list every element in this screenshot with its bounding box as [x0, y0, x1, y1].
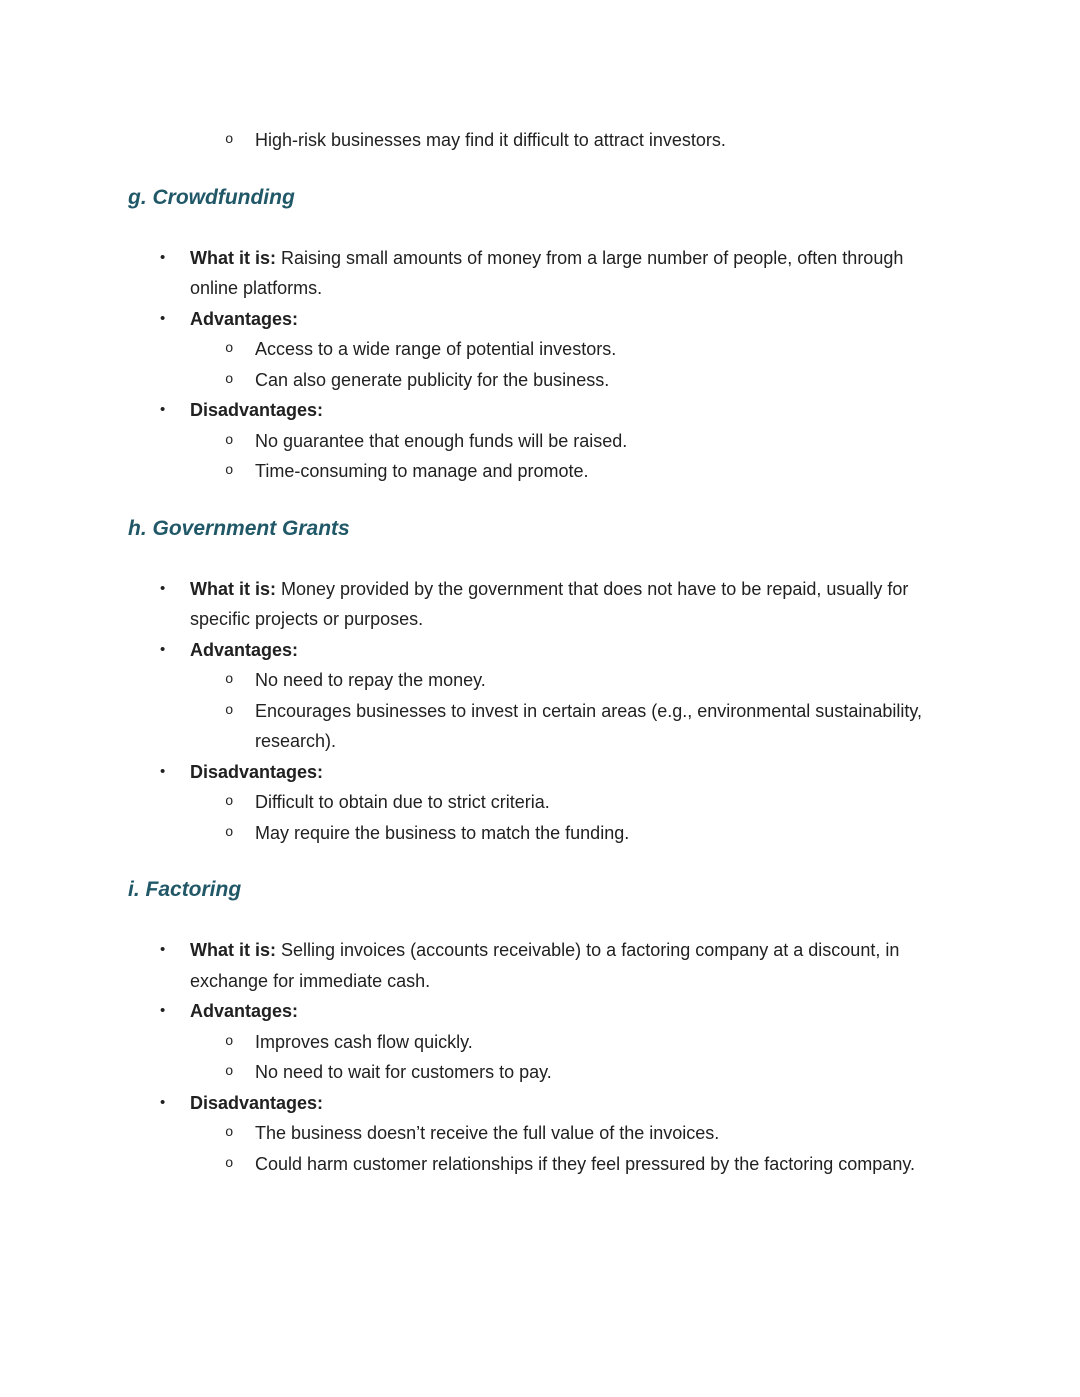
list-item	[225, 818, 970, 849]
list-item-text: Encourages businesses to invest in certain areas (e.g., environmental sustainability, research).	[255, 700, 923, 751]
list-item	[225, 456, 970, 487]
list-item-text: May require the business to match the funding.	[255, 822, 630, 843]
sub-bullet-marker: o	[225, 794, 234, 810]
list-item	[225, 1149, 970, 1180]
list-item	[225, 1118, 970, 1149]
list-item-text: Could harm customer relationships if they feel pressured by the factoring company.	[255, 1153, 915, 1174]
sections-container	[128, 183, 970, 1180]
list-item	[160, 757, 970, 788]
list-item	[160, 304, 970, 335]
list-item-text: Improves cash flow quickly.	[255, 1031, 473, 1052]
sub-bullet-marker: o	[225, 341, 234, 357]
list-item	[225, 334, 970, 365]
list-item-text: Time-consuming to manage and promote.	[255, 461, 589, 481]
item-label: Advantages:	[190, 1001, 299, 1021]
list-item	[225, 1027, 970, 1058]
item-label: What it is:	[190, 940, 276, 960]
section-heading: g. Crowdfunding	[128, 185, 295, 209]
list-item-text	[190, 395, 323, 426]
list-item-text: The business doesn’t receive the full value of the invoices.	[255, 1123, 720, 1143]
list-item	[225, 1057, 970, 1088]
sub-bullet-marker: o	[225, 1033, 234, 1050]
sub-bullet-marker: o	[225, 463, 234, 479]
section	[128, 875, 970, 1179]
list-item-text	[190, 635, 298, 666]
list-item	[225, 365, 970, 396]
list-item-text: Can also generate publicity for the business.	[255, 369, 610, 390]
list-item-text: No need to wait for customers to pay.	[255, 1062, 552, 1082]
bullet-marker: •	[160, 1002, 166, 1019]
section	[128, 183, 970, 487]
list-item-text: Access to a wide range of potential investors.	[255, 339, 617, 359]
list-item	[160, 574, 970, 635]
sub-bullet-marker: o	[225, 672, 234, 688]
sub-bullet-marker: o	[225, 702, 234, 719]
item-label: What it is:	[190, 578, 276, 599]
bullet-marker: •	[160, 248, 166, 266]
list-item-text: Difficult to obtain due to strict criteria.	[255, 792, 550, 812]
item-body-text: Selling invoices (accounts receivable) to a factoring company at a discount, in exchange for immediate cash.	[190, 940, 900, 991]
item-body-text: Raising small amounts of money from a large number of people, often through online platforms.	[190, 247, 904, 298]
item-label: Advantages:	[190, 308, 299, 329]
bullet-marker: •	[160, 309, 166, 327]
section-heading: i. Factoring	[128, 878, 242, 901]
list-item	[160, 935, 970, 996]
list-item-text	[190, 304, 298, 335]
list-item	[225, 696, 970, 757]
sub-bullet-marker: o	[225, 132, 234, 148]
item-label: Disadvantages:	[190, 400, 324, 420]
bullet-marker: •	[160, 762, 166, 780]
list-item-text	[190, 996, 298, 1027]
list-item	[160, 395, 970, 426]
sub-bullet-marker: o	[225, 371, 234, 388]
item-label: Disadvantages:	[190, 1092, 324, 1113]
sub-bullet-marker: o	[225, 824, 234, 841]
sub-bullet-marker: o	[225, 1125, 234, 1141]
list-item-text	[190, 1088, 323, 1119]
list-item-text	[190, 574, 948, 635]
bullet-marker: •	[160, 401, 166, 418]
list-item	[225, 426, 970, 457]
item-body-text: Money provided by the government that does not have to be repaid, usually for specific projects or purposes.	[190, 578, 909, 629]
list-item	[225, 787, 970, 818]
bullet-marker: •	[160, 579, 166, 597]
section-heading: h. Government Grants	[128, 516, 350, 540]
item-label: What it is:	[190, 247, 276, 268]
item-label: Disadvantages:	[190, 761, 324, 782]
list-item-text: No guarantee that enough funds will be raised.	[255, 430, 628, 451]
list-item-text: High-risk businesses may find it difficult to attract investors.	[255, 130, 726, 150]
sub-bullet-marker: o	[225, 432, 234, 449]
sub-bullet-marker: o	[225, 1064, 234, 1080]
list-item	[225, 665, 970, 696]
bullet-marker: •	[160, 941, 166, 958]
list-item	[160, 635, 970, 666]
list-item	[160, 243, 970, 304]
list-item-text	[190, 935, 948, 996]
list-item-text	[190, 243, 948, 304]
sub-bullet-marker: o	[225, 1155, 234, 1172]
list-item-text	[190, 757, 323, 788]
item-label: Advantages:	[190, 639, 299, 660]
list-item-text: No need to repay the money.	[255, 670, 486, 690]
list-item	[225, 125, 970, 156]
bullet-marker: •	[160, 640, 166, 658]
bullet-marker: •	[160, 1093, 166, 1111]
section	[128, 514, 970, 849]
list-item	[160, 996, 970, 1027]
list-item	[160, 1088, 970, 1119]
